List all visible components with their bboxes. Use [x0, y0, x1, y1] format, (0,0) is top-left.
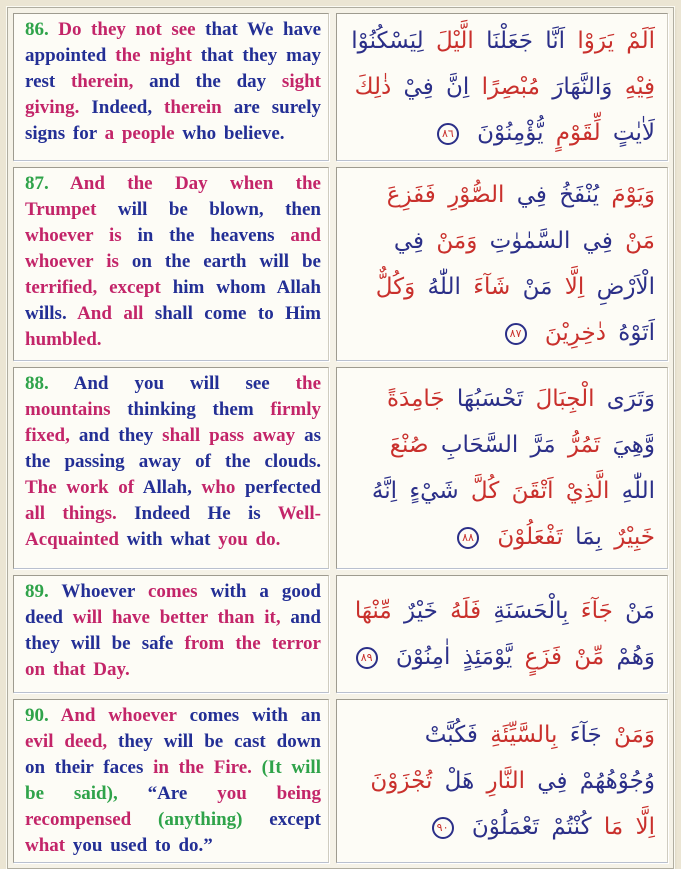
- text-segment: فِي السَّمٰوٰتِ: [477, 228, 613, 254]
- text-segment: you being recompensed: [25, 783, 321, 830]
- text-segment: فَلَهُ: [437, 598, 482, 624]
- text-segment: يُنْفَخُ فِي: [504, 182, 600, 208]
- text-segment: And all: [77, 303, 155, 324]
- text-segment: comes with an: [189, 705, 321, 726]
- text-segment: جَامِدَةً: [386, 386, 445, 412]
- text-segment: يُّؤْمِنُوْنَ: [464, 120, 544, 146]
- text-segment: اللّٰهُ: [415, 274, 461, 300]
- text-segment: فَكُبَّتْ وُجُوْهُهُمْ فِي: [424, 722, 655, 794]
- text-segment: وَيَوْمَ: [599, 182, 655, 208]
- text-segment: (anything): [158, 809, 270, 830]
- translation-cell: [13, 13, 329, 161]
- arabic-cell: [336, 167, 668, 361]
- text-segment: him whom Allah wills.: [25, 277, 321, 324]
- text-segment: “Are: [147, 783, 218, 804]
- translation-text: [14, 14, 328, 150]
- text-segment: النَّارِ: [474, 768, 525, 794]
- text-segment: 89.: [25, 581, 49, 602]
- text-segment: 87.: [25, 173, 49, 194]
- arabic-cell: [336, 575, 668, 693]
- verse-row: [13, 13, 668, 161]
- text-segment: اِنَّ فِيْ: [391, 74, 470, 100]
- text-segment: الَّذِيْ اَتْقَنَ كُلَّ: [458, 478, 610, 504]
- text-segment: تَمُرُّ: [555, 432, 601, 458]
- text-segment: مِّنْهَا: [354, 598, 392, 624]
- text-segment: shall pass away: [162, 425, 305, 446]
- text-segment: 88.: [25, 373, 49, 394]
- text-segment: وَمَنْ: [601, 722, 655, 748]
- text-segment: therein: [164, 97, 234, 118]
- arabic-verse-text: [337, 168, 667, 360]
- text-segment: firmly fixed,: [25, 399, 321, 446]
- text-segment: 90.: [25, 705, 49, 726]
- text-segment: صُنْعَ: [389, 432, 429, 458]
- text-segment: on the earth will be: [131, 251, 321, 272]
- text-segment: and they will be safe: [25, 607, 321, 654]
- translation-text: [14, 700, 328, 862]
- text-segment: جَآءَ: [568, 598, 613, 624]
- arabic-verse-text: [337, 14, 667, 160]
- text-segment: تُجْزَوْنَ اِلَّا مَا: [370, 768, 655, 840]
- text-segment: مُبْصِرًا: [469, 74, 540, 100]
- text-segment: اَتَوْهُ: [605, 320, 655, 346]
- text-segment: وَمَنْ: [424, 228, 478, 254]
- arabic-cell: [336, 13, 668, 161]
- text-segment: شَآءَ: [460, 274, 511, 300]
- text-segment: that We have appointed: [25, 19, 321, 66]
- translation-text: [14, 368, 328, 556]
- text-segment: The work of: [25, 477, 143, 498]
- text-segment: from the terror on that Day.: [25, 633, 321, 680]
- text-segment: وَكُلٌّ: [375, 274, 416, 300]
- text-segment: خَيْرٌ: [391, 598, 438, 624]
- text-segment: اَلَمْ يَرَوْا: [565, 28, 655, 54]
- text-segment: as the passing away of the clouds.: [25, 425, 322, 472]
- text-segment: وَالنَّهَارَ: [539, 74, 613, 100]
- text-segment: humbled.: [25, 329, 102, 350]
- text-segment: تَحْسَبُهَا: [444, 386, 524, 412]
- text-segment: that they may rest: [25, 45, 321, 92]
- text-segment: Indeed He is: [134, 503, 278, 524]
- text-segment: with a good deed: [25, 581, 321, 628]
- text-segment: هَلْ: [432, 768, 475, 794]
- verse-end-mark: ٨٨: [457, 527, 479, 549]
- text-segment: مِّنْ فَزَعٍ: [512, 644, 605, 670]
- text-segment: what: [25, 835, 73, 856]
- text-segment: thinking them: [127, 399, 271, 420]
- text-segment: Whoever: [48, 581, 148, 602]
- text-segment: who believe.: [182, 123, 285, 144]
- arabic-verse-text: [337, 372, 667, 564]
- text-segment: And the Day when the Trumpet: [25, 173, 321, 220]
- text-segment: in the heavens: [137, 225, 291, 246]
- text-segment: (It will be said),: [25, 757, 321, 804]
- text-segment: تَفْعَلُوْنَ: [485, 524, 563, 550]
- text-segment: فِي الْاَرْضِ: [393, 228, 655, 300]
- verse-end-mark: ٨٦: [437, 123, 459, 145]
- verse-end-mark: ٩٠: [432, 817, 454, 839]
- text-segment: and they: [78, 425, 163, 446]
- text-segment: except: [269, 809, 321, 830]
- text-segment: اِلَّا: [552, 274, 585, 300]
- text-segment: وَّهِيَ: [600, 432, 655, 458]
- text-segment: الصُّوْرِ فَفَزِعَ: [386, 182, 505, 208]
- arabic-verse-text: [337, 584, 667, 684]
- text-segment: لِّقَوْمٍ: [543, 120, 601, 146]
- translation-text: [14, 168, 328, 356]
- translation-text: [14, 576, 328, 686]
- text-segment: and whoever is: [25, 225, 321, 272]
- text-segment: مَنْ: [612, 228, 655, 254]
- text-segment: evil deed,: [25, 731, 119, 752]
- text-segment: you do.: [218, 529, 281, 550]
- text-segment: وَتَرَى: [594, 386, 655, 412]
- text-segment: لَاٰيٰتٍ: [600, 120, 655, 146]
- text-segment: 86.: [25, 19, 49, 40]
- text-segment: perfected: [245, 477, 321, 498]
- text-segment: مَرَّ السَّحَابِ: [428, 432, 556, 458]
- text-segment: الَّيْلَ: [423, 28, 474, 54]
- text-segment: يَّوْمَئِذٍ اٰمِنُوْنَ: [383, 644, 513, 670]
- text-segment: and the day: [149, 71, 282, 92]
- text-segment: دٰخِرِيْنَ: [532, 320, 606, 346]
- arabic-cell: [336, 699, 668, 863]
- text-segment: Indeed,: [91, 97, 165, 118]
- text-segment: you used to do.”: [72, 835, 213, 856]
- text-segment: مَنْ: [510, 274, 553, 300]
- text-segment: whoever is: [25, 225, 138, 246]
- text-segment: خَبِيْرٌ: [601, 524, 655, 550]
- text-segment: Well-Acquainted: [25, 503, 321, 550]
- text-segment: بِمَا: [562, 524, 602, 550]
- text-segment: وَهُمْ: [604, 644, 655, 670]
- verse-row: [13, 699, 668, 863]
- text-segment: comes: [147, 581, 211, 602]
- text-segment: the mountains: [25, 373, 321, 420]
- text-segment: will be blown, then: [117, 199, 321, 220]
- text-segment: therein,: [70, 71, 150, 92]
- translation-cell: [13, 699, 329, 863]
- text-segment: بِالْحَسَنَةِ: [481, 598, 569, 624]
- verse-end-mark: ٨٩: [356, 647, 378, 669]
- text-segment: ذٰلِكَ: [354, 74, 392, 100]
- text-segment: And whoever: [48, 705, 190, 726]
- arabic-verse-text: [337, 708, 667, 854]
- text-segment: a people: [104, 123, 183, 144]
- verse-end-mark: ٨٧: [505, 323, 527, 345]
- verse-row: [13, 167, 668, 361]
- text-segment: shall come to Him: [154, 303, 321, 324]
- text-segment: Allah,: [142, 477, 202, 498]
- text-segment: the night: [115, 45, 201, 66]
- text-segment: in the Fire.: [153, 757, 262, 778]
- text-segment: شَيْءٍ اِنَّهُ: [371, 478, 459, 504]
- text-segment: terrified, except: [25, 277, 173, 298]
- text-segment: فِيْهِ: [612, 74, 655, 100]
- text-segment: sight giving.: [25, 71, 321, 118]
- arabic-cell: [336, 367, 668, 569]
- text-segment: مَنْ: [612, 598, 655, 624]
- text-segment: اَنَّا جَعَلْنَا: [473, 28, 566, 54]
- translation-cell: [13, 367, 329, 569]
- verses-table: [7, 7, 674, 869]
- verse-row: [13, 367, 668, 569]
- text-segment: بِالسَّيِّئَةِ: [477, 722, 558, 748]
- text-segment: are surely signs for: [25, 97, 321, 144]
- verse-row: [13, 575, 668, 693]
- text-segment: all things.: [25, 503, 135, 524]
- text-segment: لِيَسْكُنُوْا: [351, 28, 424, 54]
- text-segment: جَآءَ: [557, 722, 602, 748]
- translation-cell: [13, 167, 329, 361]
- text-segment: with what: [126, 529, 219, 550]
- text-segment: And you will see: [48, 373, 296, 394]
- text-segment: Do they not see: [48, 19, 206, 40]
- text-segment: will have better than it,: [72, 607, 291, 628]
- text-segment: الْجِبَالَ: [523, 386, 595, 412]
- text-segment: who: [201, 477, 246, 498]
- translation-cell: [13, 575, 329, 693]
- text-segment: they will be cast down on their faces: [25, 731, 321, 778]
- text-segment: كُنْتُمْ تَعْمَلُوْنَ: [459, 814, 592, 840]
- text-segment: اللّٰهِ: [609, 478, 655, 504]
